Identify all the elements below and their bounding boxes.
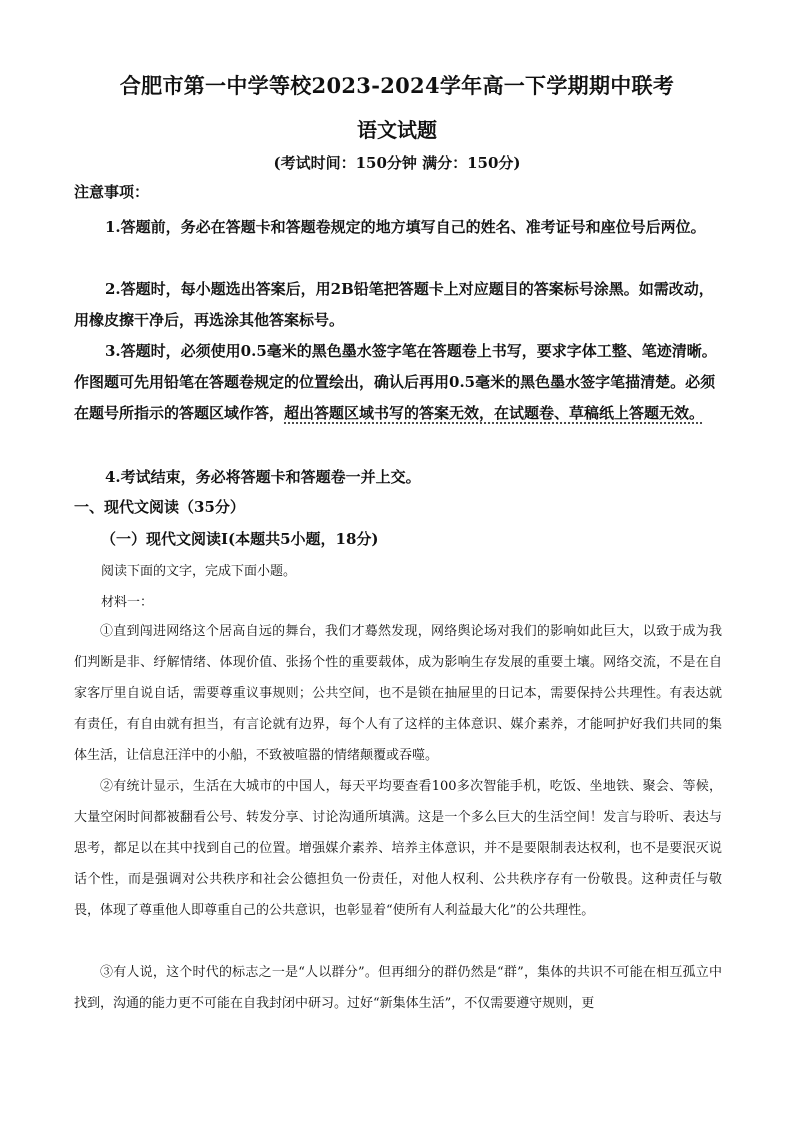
exam-subject: 语文试题: [357, 118, 437, 142]
reading-instruction: 阅读下面的文字，完成下面小题。: [101, 564, 297, 579]
paragraph-1: ①直到闯进网络这个居高自远的舞台，我们才蓦然发现，网络舆论场对我们的影响如此巨大，以致于成为我们判断是非、纾解情绪、体现价值、张扬个性的重要载体，成为影响生存发展的重要土壤。网络交流，不是在自家客厅里自说自话，需要尊重议事规则；公共空间，也不是锁在抽屉里的日记本，需要保持公共理性。有表达就有责任，有自由就有担当，有言论就有边界，每个人有了这样的主体意识、媒介素养，才能呵护好我们共同的集体生活，让信息汪洋中的小船，不致被喧嚣的情绪颠覆或吞噬。: [74, 624, 722, 763]
exam-title: 合肥市第一中学等校2023-2024学年高一下学期期中联考: [119, 73, 675, 98]
exam-time-info: (考试时间：150分钟 满分：150分): [273, 154, 521, 172]
section-heading: 一、现代文阅读（35分）: [74, 498, 245, 516]
notice-item-3-emphasis: 超出答题区域书写的答案无效，在试题卷、草稿纸上答题无效。: [284, 404, 705, 422]
paragraph-2: ②有统计显示，生活在大城市的中国人，每天平均要查看100多次智能手机，吃饭、坐地铁、聚会、等候，大量空闲时间都被翻看公号、转发分享、讨论沟通所填满。这是一个多么巨大的生活空间！发言与聆听、表达与思考，都足以在其中找到自己的位置。增强媒介素养、培养主体意识，并不是要限制表达权利，也不是要泯灭说话个性，而是强调对公共秩序和社会公德担负一份责任，对他人权利、公共秩序存有一份敬畏。这种责任与敬畏，体现了尊重他人即尊重自己的公共意识，也彰显着“使所有人利益最大化”的公共理性。: [74, 779, 722, 918]
notice-item-1: 1.答题前，务必在答题卡和答题卷规定的地方填写自己的姓名、准考证号和座位号后两位。: [105, 218, 706, 236]
notice-item-3: [74, 336, 722, 429]
notice-item-2: 2.答题时，每小题选出答案后，用2B铅笔把答题卡上对应题目的答案标号涂黑。如需改动，用橡皮擦干净后，再选涂其他答案标号。: [74, 280, 714, 329]
paragraph-3: ③有人说，这个时代的标志之一是“人以群分”。但再细分的群仍然是“群”，集体的共识不可能在相互孤立中找到，沟通的能力更不可能在自我封闭中研习。过好“新集体生活”，不仅需要遵守规则，更: [74, 965, 722, 1011]
notice-item-4: 4.考试结束，务必将答题卡和答题卷一并上交。: [105, 468, 421, 486]
material-label: 材料一：: [101, 595, 154, 610]
notice-item-3-text: 3.答题时，必须使用0.5毫米的黑色墨水签字笔在答题卷上书写，要求字体工整、笔迹清晰。作图题可先用铅笔在答题卷规定的位置绘出，确认后再用0.5毫米的黑色墨水签字笔描清楚。必须在题号所指示的答题区域作答，: [74, 342, 717, 422]
sub-section-heading: （一）现代文阅读Ⅰ(本题共5小题，18分): [101, 530, 379, 548]
notice-heading: 注意事项：: [74, 183, 150, 201]
